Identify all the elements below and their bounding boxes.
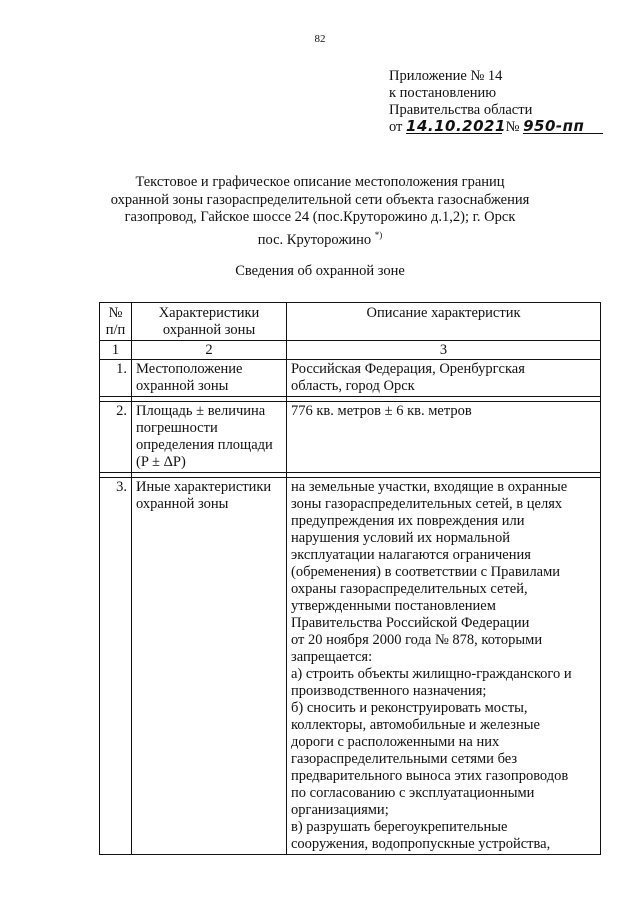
table-row — [100, 402, 601, 473]
description-line: запрещается: — [291, 649, 373, 665]
description-line: газораспределительными сетями без — [291, 751, 518, 767]
row-characteristic: Местоположение охранной зоны — [132, 360, 287, 397]
description-line: (обременения) в соответствии с Правилами — [291, 564, 561, 580]
number-prefix: № — [505, 119, 520, 135]
description-line: нарушения условий их нормальной — [291, 530, 511, 546]
description-line: б) сносить и реконструировать мосты, — [291, 700, 528, 716]
appendix-title: Приложение № 14 — [389, 68, 503, 84]
appendix-block — [389, 68, 603, 136]
title-line-4-text: пос. Круторожино — [257, 231, 372, 248]
title-line-2: охранной зоны газораспределительной сети объекта газоснабжения — [110, 191, 530, 208]
table-header-row — [100, 303, 601, 341]
row-description — [287, 478, 601, 855]
description-line: от 20 ноября 2000 года № 878, которыми — [291, 632, 543, 648]
description-line: область, город Орск — [291, 378, 415, 394]
description-line: Российская Федерация, Оренбургская — [291, 361, 525, 377]
description-line: охраны газораспределительных сетей, — [291, 581, 528, 597]
description-line: а) строить объекты жилищно-гражданского и — [291, 666, 572, 682]
row-characteristic: Площадь ± величина погрешности определения площади (P ± ΔP) — [132, 402, 287, 473]
description-line: эксплуатации налагаются ограничения — [291, 547, 531, 563]
appendix-date-line — [389, 119, 603, 136]
column-number-1: 1 — [100, 341, 132, 360]
appendix-line-3: Правительства области — [389, 102, 533, 118]
description-line: коллекторы, автомобильные и железные — [291, 717, 540, 733]
description-line: на земельные участки, входящие в охранные — [291, 479, 568, 495]
from-prefix: от — [389, 119, 403, 135]
description-line: 776 кв. метров ± 6 кв. метров — [291, 403, 472, 419]
page-number: 82 — [314, 33, 326, 45]
header-characteristics: Характеристики охранной зоны — [132, 303, 287, 341]
description-line: производственного назначения; — [291, 683, 487, 699]
column-numbers-row — [100, 341, 601, 360]
zone-info-table — [99, 302, 601, 855]
description-line: в) разрушать берегоукрепительные — [291, 819, 508, 835]
footnote-mark: *) — [374, 229, 383, 240]
appendix-line-2: к постановлению — [389, 85, 497, 101]
description-line: Правительства Российской Федерации — [291, 615, 530, 631]
column-number-2: 2 — [132, 341, 287, 360]
row-number: 1. — [100, 360, 132, 397]
handwritten-date: 14.10.2021 — [406, 117, 506, 135]
column-number-3: 3 — [287, 341, 601, 360]
description-line: сооружения, водопропускные устройства, — [291, 836, 551, 852]
table-row — [100, 478, 601, 855]
description-line: утвержденными постановлением — [291, 598, 496, 614]
header-number: № п/п — [100, 303, 132, 341]
description-line: предварительного выноса этих газопроводов — [291, 768, 569, 784]
description-line: по согласованию с эксплуатационными — [291, 785, 535, 801]
title-line-3: газопровод, Гайское шоссе 24 (пос.Круторожино д.1,2); г. Орск — [124, 209, 516, 225]
row-description — [287, 360, 601, 397]
document-title — [0, 174, 640, 249]
header-description: Описание характеристик — [287, 303, 601, 341]
description-line: предупреждения их повреждения или — [291, 513, 525, 529]
title-line-4 — [0, 227, 640, 249]
description-line: зоны газораспределительных сетей, в целях — [291, 496, 563, 512]
section-subtitle: Сведения об охранной зоне — [235, 263, 405, 279]
description-line: организациями; — [291, 802, 389, 818]
row-description — [287, 402, 601, 473]
title-line-1: Текстовое и графическое описание местоположения границ — [135, 174, 505, 190]
handwritten-number: 950-пп — [523, 119, 603, 134]
row-number: 2. — [100, 402, 132, 473]
row-number: 3. — [100, 478, 132, 855]
table-row — [100, 360, 601, 397]
description-line: дороги с расположенными на них — [291, 734, 500, 750]
row-characteristic: Иные характеристики охранной зоны — [132, 478, 287, 855]
